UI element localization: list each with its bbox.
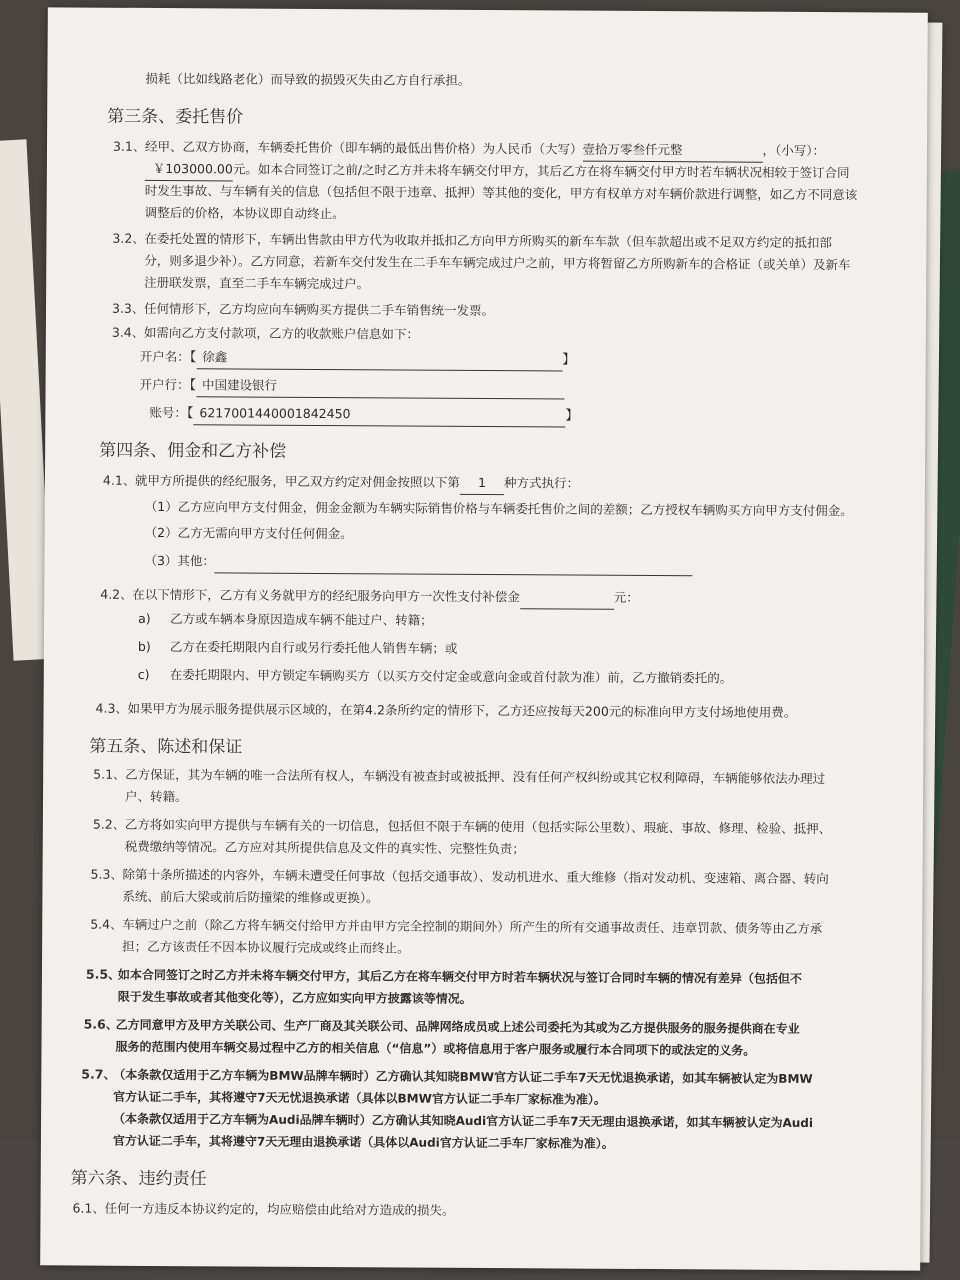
clause-3-4-number: 3.4、 [111,324,145,340]
commission-option-3-label: （3）其他： [144,552,215,569]
clause-4-1-text-end: 种方式执行： [503,475,580,491]
account-name-label: 开户名： [139,348,190,365]
clause-3-1-number: 3.1、 [112,138,146,154]
clause-3-1-line-3: 时发生事故、与车辆有关的信息（包括但不限于违章、抵押）等其他的变化，甲方有权单方对车辆价款进行调整，如乙方不同意该 [144,182,858,203]
continued-line: 损耗（比如线路老化）而导致的损毁灭失由乙方自行承担。 [145,70,471,88]
clause-5-4-number: 5.4、 [90,916,123,932]
article-6-heading: 第六条、违约责任 [70,1168,207,1190]
clause-4-2-text: 在以下情形下，乙方有义务就甲方的经纪服务向甲方一次性支付补偿金 [132,586,520,605]
clause-3-1-line-4: 调整后的价格，本协议即自动终止。 [144,204,345,222]
clause-3-1-line-2-text: 元。如本合同签订之前/之时乙方并未将车辆交付甲方，其后乙方在将车辆交付甲方时若车辆状况相较于签订合同 [232,161,850,181]
account-number-row [149,402,578,428]
clause-3-2-line-1: 在委托处置的情形下，车辆出售款由甲方代为收取并抵扣乙方向甲方所购买的新车车款（但车款超出或不足双方约定的抵扣部 [144,230,832,251]
bracket-open: 【 [186,406,194,422]
clause-4-1-line-1 [135,470,579,496]
commission-option-1: （1）乙方应向甲方支付佣金，佣金金额为车辆实际销售价格与车辆委托售价之间的差额；乙方授权车辆购买方向甲方支付佣金。 [144,498,853,519]
clause-5-3-line-2: 系统、前后大梁或前后防撞梁的维修或更换）。 [122,888,379,906]
bracket-open: 【 [189,350,197,366]
amount-in-words: 壹拾万零叁仟元整 [582,139,762,163]
clause-5-7-line-1: （本条款仅适用于乙方车辆为BMW品牌车辆时）乙方确认其知晓BMW官方认证二手车7天无忧退换承诺，如其车辆被认定为BMW [113,1067,813,1087]
clause-5-5-number: 5.5、 [85,966,121,982]
clause-5-4-line-2: 担；乙方该责任不因本协议履行完成或终止而终止。 [122,938,410,956]
commission-option-field: 1 [460,472,504,495]
account-name-row [140,346,576,372]
clause-3-4-line-1: 如需向乙方支付款项，乙方的收款账户信息如下： [143,324,419,342]
clause-4-1-number: 4.1、 [102,472,136,488]
account-number-label: 账号： [149,404,187,421]
clause-4-2-line-1 [132,584,639,610]
clause-5-6-line-2: 服务的范围内使用车辆交易过程中乙方的相关信息（“信息”）或将信息用于客户服务或履行本合同项下的或法定的义务。 [115,1039,756,1058]
clause-5-3-number: 5.3、 [90,866,123,882]
clause-5-5-line-2: 限于发生事故或者其他变化等），乙方应如实向甲方披露该等情况。 [117,989,472,1006]
clause-5-2-line-1: 乙方将如实向甲方提供与车辆有关的一切信息，包括但不限于车辆的使用（包括实际公里数）、瑕疵、事故、修理、检验、抵押、 [124,816,832,837]
compensation-amount-field [520,586,614,610]
commission-option-2: （2）乙方无需向甲方支付任何佣金。 [144,524,353,542]
bracket-close: 】 [565,408,579,424]
article-4-heading: 第四条、佣金和乙方补偿 [99,440,287,462]
clause-4-2-b-label: b) [137,638,151,654]
clause-3-3-line-1: 任何情形下，乙方均应向车辆购买方提供二手车销售统一发票。 [143,300,495,319]
clause-5-2-line-2: 税费缴纳等情况。乙方应对其所提供信息及文件的真实性、完整性负责； [124,838,525,857]
clause-3-2-number: 3.2、 [112,230,145,246]
clause-5-1-line-1: 乙方保证，其为车辆的唯一合法所有权人，车辆没有被查封或被抵押、没有任何产权纠纷或其它权利障碍，车辆能够依法办理过 [125,766,826,787]
clause-3-1-lower-label: ，（小写）： [762,142,826,159]
clause-5-1-line-2: 户、转籍。 [124,788,188,805]
article-3-heading: 第三条、委托售价 [107,106,244,128]
clause-5-6-line-1: 乙方同意甲方及甲方关联公司、生产厂商及其关联公司、品牌网络成员或上述公司委托为其或为乙方提供服务的服务提供商在专业 [115,1017,800,1036]
account-number-field: 6217001440001842450 [193,402,565,427]
bank-row [139,374,564,400]
clause-3-2-line-2: 分，则多退少补）。乙方同意，若新车交付发生在二手车车辆完成过户之前，甲方将暂留乙方所购新车的合格证（或关单）及新车 [144,252,851,273]
clause-5-5-line-1: 如本合同签订之时乙方并未将车辆交付甲方，其后乙方在将车辆交付甲方时若车辆状况与签订合同时车辆的情况有差异（包括但不 [117,967,802,986]
clause-6-1-line-1: 任何一方违反本协议约定的，均应赔偿由此给对方造成的损失。 [104,1200,455,1218]
bank-field: 中国建设银行 [196,374,564,399]
clause-4-2-a-label: a) [138,610,151,626]
clause-5-7-number: 5.7、 [81,1066,117,1082]
clause-4-2-number: 4.2、 [100,586,133,602]
clause-4-2-c-text: 在委托期限内、甲方锁定车辆购买方（以买方交付定金或意向金或首付款为准）前，乙方撤销委托的。 [169,667,733,686]
clause-4-3-number: 4.3、 [95,700,129,716]
bank-label: 开户行： [139,376,190,393]
bracket-open: 【 [189,378,197,394]
clause-5-7-line-2: 官方认证二手车，其将遵守7天无忧退换承诺（具体以BMW官方认证二手车厂家标准为准）。 [113,1089,606,1107]
clause-5-7-line-3: （本条款仅适用于乙方车辆为Audi品牌车辆时）乙方确认其知晓Audi官方认证二手车7天无理由退换承诺，如其车辆被认定为Audi [113,1111,814,1131]
bracket-close: 】 [562,352,576,368]
clause-5-1-number: 5.1、 [93,766,126,782]
amount-in-figures: ￥103000.00 [145,158,233,182]
clause-5-2-number: 5.2、 [92,816,126,832]
clause-5-7-line-4: 官方认证二手车，其将遵守7天无理由退换承诺（具体以Audi官方认证二手车厂家标准为准）。 [112,1133,614,1151]
other-blank-line [215,550,693,576]
article-5-heading: 第五条、陈述和保证 [89,736,243,758]
contract-body [40,7,928,1270]
clause-3-2-line-3: 注册联发票，直至二手车车辆完成过户。 [144,274,370,292]
clause-4-2-c-label: c) [137,666,150,682]
clause-4-1-text: 就甲方所提供的经纪服务，甲乙双方约定对佣金按照以下第 [134,472,461,490]
clause-4-3-line-1: 如果甲方为展示服务提供展示区域的，在第4.2条所约定的情形下，乙方还应按每天200元的标准向甲方支付场地使用费。 [127,700,797,720]
clause-5-6-number: 5.6、 [83,1016,119,1032]
contract-page [40,7,928,1270]
account-name-field: 徐鑫 [196,346,562,371]
clause-3-1-text: 经甲、乙双方协商，车辆委托售价（即车辆的最低出售价格）为人民币（大写） [144,138,583,157]
clause-5-3-line-1: 除第十条所描述的内容外，车辆未遭受任何事故（包括交通事故）、发动机进水、重大维修（指对发动机、变速箱、离合器、转向 [122,866,829,887]
clause-4-2-unit: 元： [613,589,639,605]
clause-3-3-number: 3.3、 [111,300,145,316]
clause-4-2-b-text: 乙方在委托期限内自行或另行委托他人销售车辆；或 [169,639,458,656]
commission-option-3 [144,550,693,576]
clause-5-4-line-1: 车辆过户之前（除乙方将车辆交付给甲方并由甲方完全控制的期间外）所产生的所有交通事故责任、违章罚款、债务等由乙方承 [122,916,823,937]
clause-4-2-a-text: 乙方或车辆本身原因造成车辆不能过户、转籍； [170,611,433,628]
clause-6-1-number: 6.1、 [72,1200,105,1216]
